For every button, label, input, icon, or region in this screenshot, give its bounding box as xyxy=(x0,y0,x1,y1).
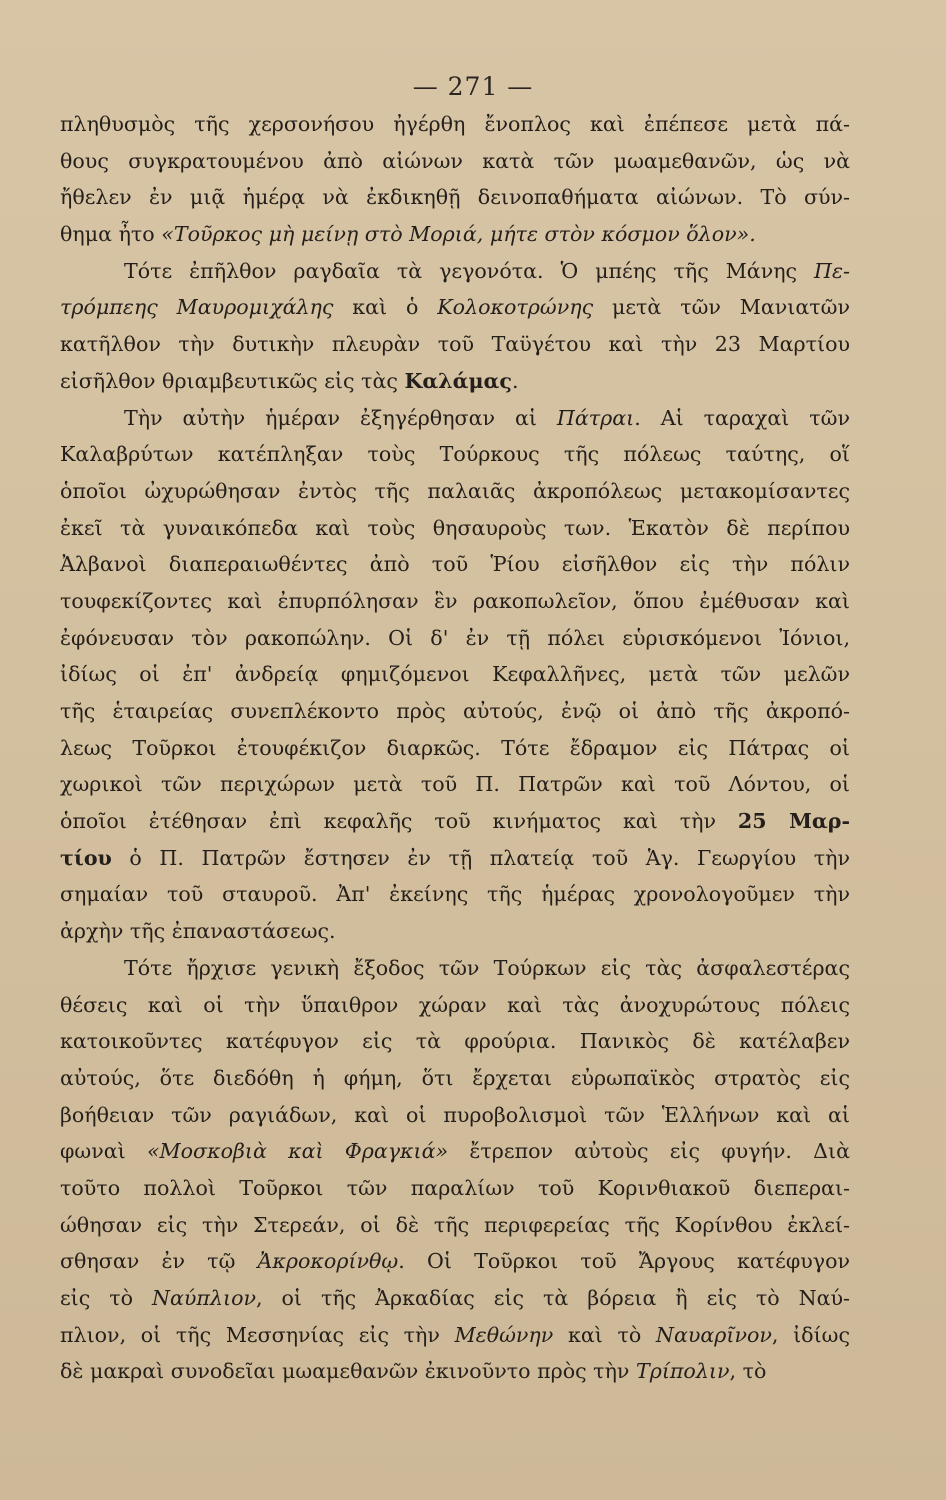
text-segment: θους συγκρατουμένου ἀπὸ αἰώνων κατὰ τῶν μωαμεθανῶν, ὡς νὰ xyxy=(60,148,850,173)
text-segment: λεως Τοῦρκοι ἐτουφέκιζον διαρκῶς. Τότε ἔδραμον εἰς Πάτρας οἱ xyxy=(60,735,850,760)
text-line xyxy=(60,436,850,473)
italic-term: Ναύπλιον xyxy=(151,1286,257,1310)
text-segment: κατοικοῦντες κατέφυγον εἰς τὰ φρούρια. Πανικὸς δὲ κατέλαβεν xyxy=(60,1029,850,1054)
italic-term: Πε- xyxy=(814,258,850,283)
text-line xyxy=(60,1133,850,1170)
italic-term: τρόμπεης Μαυρομιχάλης xyxy=(60,295,334,320)
italic-term: «Τοῦρκος μὴ μείνῃ στὸ Μοριά, μήτε στὸν κόσμον ὅλον». xyxy=(161,222,756,247)
text-line xyxy=(60,693,850,730)
text-segment: ἰδίως οἱ ἐπ' ἀνδρείᾳ φημιζόμενοι Κεφαλλῆνες, μετὰ τῶν μελῶν xyxy=(60,662,850,687)
text-line xyxy=(60,326,850,363)
text-segment: ἐφόνευσαν τὸν ρακοπώλην. Οἱ δ' ἐν τῇ πόλει εὑρισκόμενοι Ἰόνιοι, xyxy=(60,625,850,650)
text-segment: , οἱ τῆς Ἀρκαδίας εἰς τὰ βόρεια ἢ εἰς τὸ Ναύ- xyxy=(256,1286,850,1310)
text-segment: ὁ Π. Πατρῶν ἔστησεν ἐν τῇ πλατείᾳ τοῦ Ἁγ. Γεωργίου τὴν xyxy=(111,845,850,870)
text-line xyxy=(60,583,850,620)
text-segment: βοήθειαν τῶν ραγιάδων, καὶ οἱ πυροβολισμοὶ τῶν Ἑλλήνων καὶ αἱ xyxy=(60,1102,850,1127)
text-line xyxy=(60,106,850,143)
italic-term: Ἀκροκορίνθῳ xyxy=(257,1249,399,1274)
text-segment: Τότε ἤρχισε γενικὴ ἔξοδος τῶν Τούρκων εἰς τὰς ἀσφαλεστέρας xyxy=(124,955,850,980)
text-segment: εἰσῆλθον θριαμβευτικῶς εἰς τὰς xyxy=(60,368,405,393)
text-segment: μετὰ τῶν Μανιατῶν xyxy=(593,295,850,320)
text-segment: . xyxy=(511,368,519,393)
text-segment: , τὸ xyxy=(729,1359,767,1384)
italic-term: «Μοσκοβιὰ καὶ Φραγκιά» xyxy=(146,1139,449,1164)
text-segment: ἐκεῖ τὰ γυναικόπεδα καὶ τοὺς θησαυροὺς των. Ἑκατὸν δὲ περίπου xyxy=(60,515,850,540)
text-segment: ἔτρεπον αὐτοὺς εἰς φυγήν. Διὰ xyxy=(448,1139,850,1164)
page-number: — 271 — xyxy=(412,72,534,101)
text-line xyxy=(60,876,850,913)
text-segment: θέσεις καὶ οἱ τὴν ὕπαιθρον χώραν καὶ τὰς ἀνοχυρώτους πόλεις xyxy=(60,992,850,1017)
text-segment: πληθυσμὸς τῆς χερσονήσου ἠγέρθη ἔνοπλος καὶ ἐπέπεσε μετὰ πά- xyxy=(60,112,850,136)
text-line xyxy=(60,766,850,803)
text-line xyxy=(60,253,850,290)
text-segment: Τὴν αὐτὴν ἡμέραν ἐξηγέρθησαν αἱ xyxy=(124,405,557,430)
text-segment: Τότε ἐπῆλθον ραγδαῖα τὰ γεγονότα. Ὁ μπέης τῆς Μάνης xyxy=(124,258,815,283)
text-segment: καὶ τὸ xyxy=(553,1322,656,1347)
text-segment: πλιον, οἱ τῆς Μεσσηνίας εἰς τὴν xyxy=(60,1322,455,1347)
text-segment: φωναὶ xyxy=(60,1139,147,1164)
text-segment: ὁποῖοι ὠχυρώθησαν ἐντὸς τῆς παλαιᾶς ἀκροπόλεως μετακομίσαντες xyxy=(60,478,850,503)
text-segment: κατῆλθον τὴν δυτικὴν πλευρὰν τοῦ Ταϋγέτου καὶ τὴν 23 Μαρτίου xyxy=(60,332,850,357)
text-segment: θημα ἦτο xyxy=(60,222,162,247)
text-segment: . Οἱ Τοῦρκοι τοῦ Ἄργους κατέφυγον xyxy=(398,1249,850,1274)
text-line xyxy=(60,840,850,877)
paragraph xyxy=(60,253,850,400)
text-line xyxy=(60,1353,850,1390)
body-text xyxy=(60,106,850,1390)
text-line xyxy=(60,1170,850,1207)
text-segment: τοῦτο πολλοὶ Τοῦρκοι τῶν παραλίων τοῦ Κορινθιακοῦ διεπεραι- xyxy=(60,1175,850,1200)
text-line xyxy=(60,1243,850,1280)
text-line xyxy=(60,289,850,326)
text-line xyxy=(60,1280,850,1317)
text-line xyxy=(60,510,850,547)
text-line xyxy=(60,1023,850,1060)
text-line xyxy=(60,1060,850,1097)
italic-term: Πάτραι xyxy=(556,405,635,430)
italic-term: Κολοκοτρώνης xyxy=(437,295,594,320)
paragraph xyxy=(60,106,850,253)
text-line xyxy=(60,656,850,693)
text-segment: , ἰδίως xyxy=(771,1322,850,1347)
bold-term: 25 Μαρ- xyxy=(737,809,850,834)
text-segment: Καλαβρύτων κατέπληξαν τοὺς Τούρκους τῆς πόλεως ταύτης, οἵ xyxy=(60,442,850,467)
text-line xyxy=(60,987,850,1024)
text-segment: τῆς ἑταιρείας συνεπλέκοντο πρὸς αὐτούς, ἐνῷ οἱ ἀπὸ τῆς ἀκροπό- xyxy=(60,699,850,723)
text-line xyxy=(60,803,850,840)
text-line xyxy=(60,730,850,767)
text-segment: Ἀλβανοὶ διαπεραιωθέντες ἀπὸ τοῦ Ῥίου εἰσῆλθον εἰς τὴν πόλιν xyxy=(60,552,850,577)
text-segment: . Αἱ ταραχαὶ τῶν xyxy=(634,405,850,430)
text-line xyxy=(60,1207,850,1244)
text-line xyxy=(60,950,850,987)
text-line xyxy=(60,1097,850,1134)
text-segment: εἰς τὸ xyxy=(60,1286,152,1310)
italic-term: Τρίπολιν xyxy=(635,1359,730,1384)
italic-term: Μεθώνην xyxy=(454,1322,554,1347)
text-segment: ώθησαν εἰς τὴν Στερεάν, οἱ δὲ τῆς περιφερείας τῆς Κορίνθου ἐκλεί- xyxy=(60,1212,850,1237)
text-segment: σθησαν ἐν τῷ xyxy=(60,1249,258,1274)
text-segment: καὶ ὁ xyxy=(333,295,438,320)
text-line xyxy=(60,1317,850,1354)
paragraph xyxy=(60,950,850,1390)
text-line xyxy=(60,216,850,253)
bold-term: τίου xyxy=(60,845,112,870)
text-segment: αὐτούς, ὅτε διεδόθη ἡ φήμη, ὅτι ἔρχεται εὐρωπαϊκὸς στρατὸς εἰς xyxy=(60,1065,850,1090)
text-line xyxy=(60,473,850,510)
bold-term: Καλάμας xyxy=(404,368,512,393)
paragraph xyxy=(60,400,850,950)
text-line xyxy=(60,179,850,216)
text-line xyxy=(60,400,850,437)
text-line xyxy=(60,546,850,583)
text-segment: δὲ μακραὶ συνοδεῖαι μωαμεθανῶν ἐκινοῦντο πρὸς τὴν xyxy=(60,1359,636,1384)
text-segment: ἀρχὴν τῆς ἐπαναστάσεως. xyxy=(60,919,336,944)
text-line xyxy=(60,363,850,400)
text-segment: χωρικοὶ τῶν περιχώρων μετὰ τοῦ Π. Πατρῶν καὶ τοῦ Λόντου, οἱ xyxy=(60,772,850,797)
text-line xyxy=(60,143,850,180)
text-segment: σημαίαν τοῦ σταυροῦ. Ἀπ' ἐκείνης τῆς ἡμέρας χρονολογοῦμεν τὴν xyxy=(60,882,850,907)
text-segment: ὁποῖοι ἐτέθησαν ἐπὶ κεφαλῆς τοῦ κινήματος καὶ τὴν xyxy=(60,809,738,834)
italic-term: Ναυαρῖνον xyxy=(655,1322,772,1347)
text-line xyxy=(60,913,850,950)
text-segment: ἤθελεν ἐν μιᾷ ἡμέρᾳ νὰ ἐκδικηθῇ δεινοπαθήματα αἰώνων. Τὸ σύν- xyxy=(60,185,850,210)
text-line xyxy=(60,620,850,657)
text-segment: τουφεκίζοντες καὶ ἐπυρπόλησαν ἓν ρακοπωλεῖον, ὅπου ἐμέθυσαν καὶ xyxy=(60,588,850,613)
